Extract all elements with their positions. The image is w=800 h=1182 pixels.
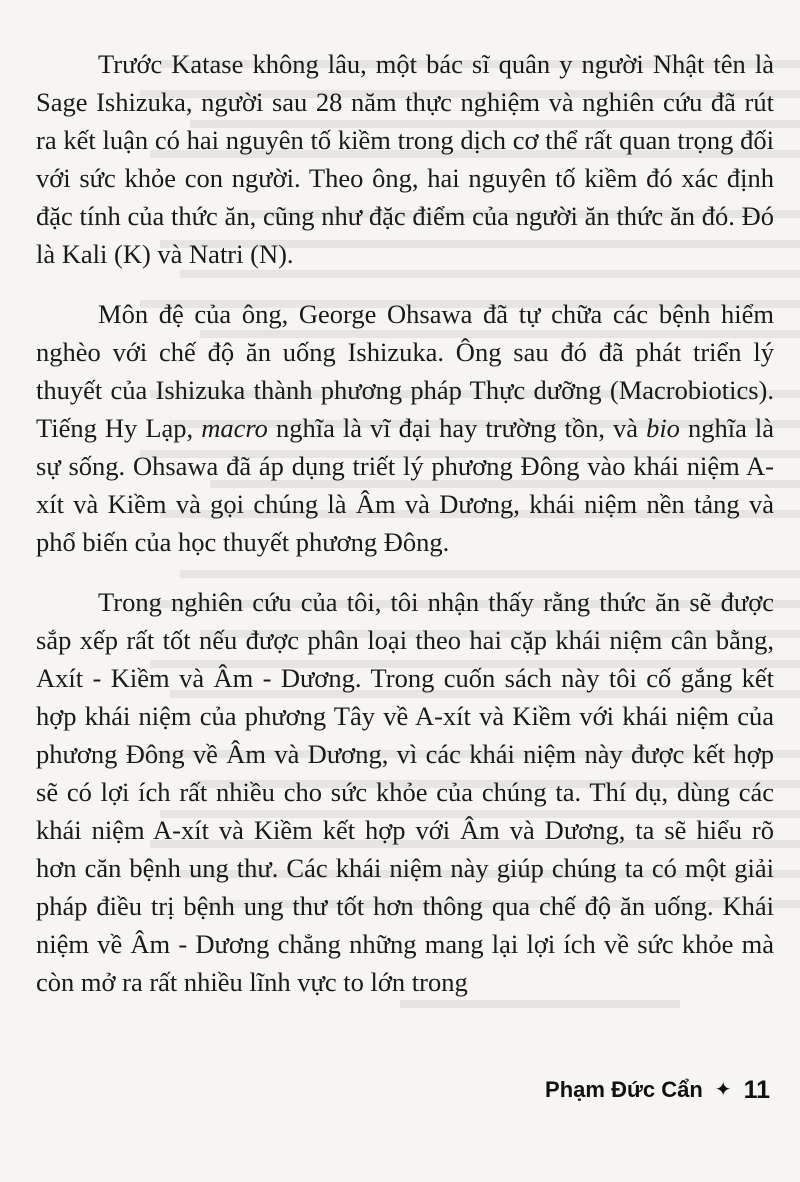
italic-term: bio	[646, 413, 680, 443]
paragraph	[36, 45, 774, 273]
footer-author: Phạm Đức Cẩn	[545, 1077, 703, 1102]
page-number: 11	[743, 1075, 770, 1104]
text-segment: Trước Katase không lâu, một bác sĩ quân y người Nhật tên là Sage Ishizuka, người sau 28 năm thực nghiệm và nghiên cứu đã rút ra kết luận có hai nguyên tố kiềm trong dịch cơ thể rất quan trọng đối với sức khỏe con người. Theo ông, hai nguyên tố kiềm đó xác định đặc tính của thức ăn, cũng như đặc điểm của người ăn thức ăn đó. Đó là Kali (K) và Natri (N).	[36, 49, 774, 269]
paragraph	[36, 295, 774, 561]
body-text	[36, 45, 774, 1023]
text-segment: Trong nghiên cứu của tôi, tôi nhận thấy rằng thức ăn sẽ được sắp xếp rất tốt nếu được phân loại theo hai cặp khái niệm cân bằng, Axít - Kiềm và Âm - Dương. Trong cuốn sách này tôi cố gắng kết hợp khái niệm của phương Tây về A-xít và Kiềm với khái niệm của phương Đông về Âm và Dương, vì các khái niệm này được kết hợp sẽ có lợi ích rất nhiều cho sức khỏe của chúng ta. Thí dụ, dùng các khái niệm A-xít và Kiềm kết hợp với Âm và Dương, ta sẽ hiểu rõ hơn căn bệnh ung thư. Các khái niệm này giúp chúng ta có một giải pháp điều trị bệnh ung thư tốt hơn thông qua chế độ ăn uống. Khái niệm về Âm - Dương chẳng những mang lại lợi ích về sức khỏe mà còn mở ra rất nhiều lĩnh vực to lớn trong	[36, 587, 774, 997]
text-segment: nghĩa là sự sống. Ohsawa đã áp dụng triết lý phương Đông vào khái niệm A-xít và Kiềm và gọi chúng là Âm và Dương, khái niệm nền tảng và phổ biến của học thuyết phương Đông.	[36, 413, 775, 557]
ornament-icon: ✦	[714, 1079, 732, 1101]
italic-term: macro	[201, 413, 268, 443]
text-segment: Môn đệ của ông, George Ohsawa đã tự chữa các bệnh hiểm nghèo với chế độ ăn uống Ishizuka. Ông sau đó đã phát triển lý thuyết của Ishizuka thành phương pháp Thực dưỡng (Macrobiotics). Tiếng Hy Lạp,	[36, 299, 774, 443]
paragraph	[36, 583, 774, 1001]
text-segment: nghĩa là vĩ đại hay trường tồn, và	[267, 413, 647, 443]
page-footer	[545, 1072, 770, 1108]
